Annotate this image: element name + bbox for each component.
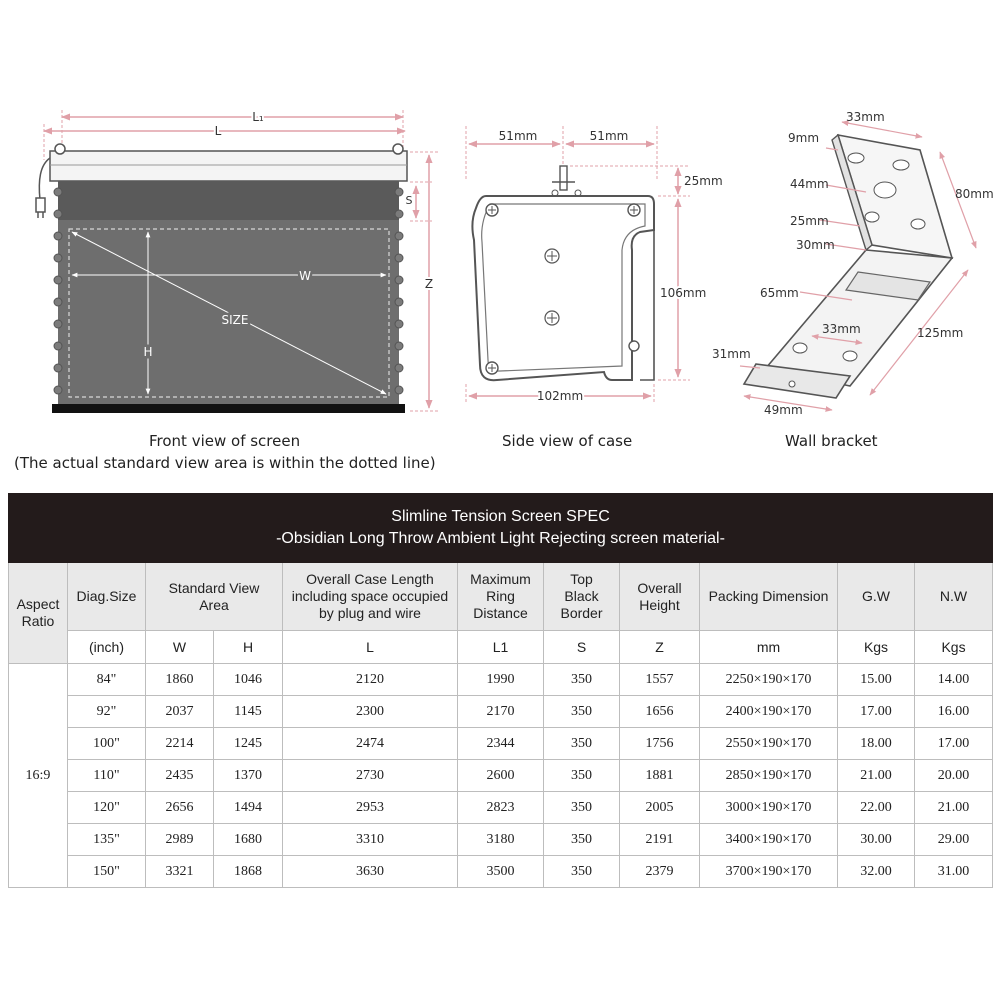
header-aspect-ratio: Aspect Ratio [9, 563, 68, 664]
bracket-dim-30: 30mm [796, 238, 835, 252]
cell-l1: 1990 [458, 664, 544, 696]
bracket-lower-arm [766, 250, 952, 386]
cell-pack: 2850×190×170 [700, 760, 838, 792]
unit-gw: Kgs [838, 631, 915, 664]
cell-diag: 135" [68, 824, 146, 856]
unit-nw: Kgs [915, 631, 993, 664]
cell-l: 2730 [283, 760, 458, 792]
front-label-s: S [405, 194, 413, 207]
bracket-dim-125: 125mm [917, 326, 964, 340]
table-row [9, 696, 993, 728]
cell-l1: 3500 [458, 856, 544, 888]
cell-h: 1494 [214, 792, 283, 824]
bottom-bar [52, 404, 405, 413]
bracket-dim-31: 31mm [712, 347, 751, 361]
header-top-black-border: Top Black Border [544, 563, 620, 631]
cell-l: 3310 [283, 824, 458, 856]
cell-pack: 3700×190×170 [700, 856, 838, 888]
bracket-dim-33-top: 33mm [846, 110, 885, 124]
cell-s: 350 [544, 760, 620, 792]
cell-s: 350 [544, 696, 620, 728]
cell-gw: 18.00 [838, 728, 915, 760]
cell-nw: 20.00 [915, 760, 993, 792]
cell-diag: 110" [68, 760, 146, 792]
front-label-size: SIZE [221, 313, 249, 327]
cell-l: 2300 [283, 696, 458, 728]
table-row [9, 824, 993, 856]
unit-w: W [146, 631, 214, 664]
wall-bracket [712, 110, 994, 417]
side-view [466, 126, 723, 403]
bracket-dim-25: 25mm [790, 214, 829, 228]
cell-nw: 16.00 [915, 696, 993, 728]
cell-s: 350 [544, 824, 620, 856]
cell-gw: 22.00 [838, 792, 915, 824]
cell-pack: 3000×190×170 [700, 792, 838, 824]
cell-z: 2005 [620, 792, 700, 824]
diagram-area [0, 0, 1000, 480]
side-dim-width-102: 102mm [536, 389, 584, 403]
cell-diag: 92" [68, 696, 146, 728]
wall-bracket-caption: Wall bracket [785, 432, 878, 450]
cell-w: 3321 [146, 856, 214, 888]
side-dim-left-51: 51mm [498, 129, 538, 143]
side-dim-top-25: 25mm [684, 174, 723, 188]
cell-w: 2435 [146, 760, 214, 792]
cell-h: 1245 [214, 728, 283, 760]
bracket-dim-33-mid: 33mm [822, 322, 861, 336]
cell-l: 3630 [283, 856, 458, 888]
bracket-dim-80: 80mm [955, 187, 994, 201]
front-label-l1: L₁ [252, 110, 264, 124]
cell-nw: 21.00 [915, 792, 993, 824]
spec-title: Slimline Tension Screen SPEC [391, 508, 610, 525]
cell-gw: 21.00 [838, 760, 915, 792]
screen-surface [58, 220, 399, 404]
spec-subtitle: -Obsidian Long Throw Ambient Light Rejecting screen material- [276, 530, 725, 547]
front-view-caption-note: (The actual standard view area is within the dotted line) [14, 454, 436, 472]
cell-z: 2379 [620, 856, 700, 888]
cell-l1: 2600 [458, 760, 544, 792]
unit-z: Z [620, 631, 700, 664]
header-diag-size: Diag.Size [68, 563, 146, 631]
table-row [9, 728, 993, 760]
cell-s: 350 [544, 664, 620, 696]
side-dim-height-106: 106mm [660, 286, 707, 300]
table-row [9, 792, 993, 824]
cell-l: 2120 [283, 664, 458, 696]
cell-l1: 3180 [458, 824, 544, 856]
cell-l1: 2823 [458, 792, 544, 824]
cell-h: 1145 [214, 696, 283, 728]
diagram-svg [0, 0, 1000, 480]
spec-table [8, 493, 993, 888]
header-gw: G.W [838, 563, 915, 631]
header-standard-view-area: Standard View Area [146, 563, 283, 631]
cell-nw: 29.00 [915, 824, 993, 856]
bracket-dim-49: 49mm [764, 403, 803, 417]
cell-diag: 150" [68, 856, 146, 888]
aspect-ratio-cell: 16:9 [9, 664, 68, 888]
front-label-z: Z [424, 277, 434, 291]
cell-pack: 2400×190×170 [700, 696, 838, 728]
cell-h: 1046 [214, 664, 283, 696]
screen-case [50, 151, 407, 181]
header-overall-height: Overall Height [620, 563, 700, 631]
cell-w: 2989 [146, 824, 214, 856]
spec-title-cell [9, 494, 993, 563]
plug-wire [39, 158, 50, 200]
cell-gw: 15.00 [838, 664, 915, 696]
cell-w: 2214 [146, 728, 214, 760]
cell-s: 350 [544, 728, 620, 760]
cell-l: 2953 [283, 792, 458, 824]
cell-l1: 2170 [458, 696, 544, 728]
cell-pack: 3400×190×170 [700, 824, 838, 856]
header-max-ring-distance: Maximum Ring Distance [458, 563, 544, 631]
cell-w: 1860 [146, 664, 214, 696]
front-view-caption: Front view of screen [149, 432, 301, 450]
cell-l1: 2344 [458, 728, 544, 760]
cell-w: 2656 [146, 792, 214, 824]
side-dim-right-51: 51mm [589, 129, 629, 143]
cell-z: 1656 [620, 696, 700, 728]
cell-gw: 17.00 [838, 696, 915, 728]
cell-diag: 100" [68, 728, 146, 760]
table-row [9, 760, 993, 792]
cell-s: 350 [544, 856, 620, 888]
bracket-dim-9: 9mm [788, 131, 820, 145]
header-packing-dimension: Packing Dimension [700, 563, 838, 631]
cell-w: 2037 [146, 696, 214, 728]
cell-s: 350 [544, 792, 620, 824]
cell-pack: 2550×190×170 [700, 728, 838, 760]
bracket-dim-44: 44mm [790, 177, 829, 191]
cell-nw: 31.00 [915, 856, 993, 888]
front-label-w: W [299, 269, 311, 283]
side-view-caption: Side view of case [502, 432, 633, 450]
cell-h: 1680 [214, 824, 283, 856]
cell-nw: 17.00 [915, 728, 993, 760]
cell-gw: 30.00 [838, 824, 915, 856]
front-view [36, 110, 440, 413]
header-nw: N.W [915, 563, 993, 631]
unit-l: L [283, 631, 458, 664]
unit-l1: L1 [458, 631, 544, 664]
cell-h: 1868 [214, 856, 283, 888]
cell-diag: 84" [68, 664, 146, 696]
front-label-h: H [143, 345, 153, 359]
table-row [9, 856, 993, 888]
cell-gw: 32.00 [838, 856, 915, 888]
table-row [9, 664, 993, 696]
front-label-l: L [214, 124, 222, 138]
cell-z: 1756 [620, 728, 700, 760]
unit-s: S [544, 631, 620, 664]
cell-z: 1557 [620, 664, 700, 696]
cell-l: 2474 [283, 728, 458, 760]
cell-pack: 2250×190×170 [700, 664, 838, 696]
unit-h: H [214, 631, 283, 664]
cell-z: 1881 [620, 760, 700, 792]
cell-diag: 120" [68, 792, 146, 824]
cell-nw: 14.00 [915, 664, 993, 696]
header-overall-case-length: Overall Case Length including space occupied by plug and wire [283, 563, 458, 631]
case-profile [472, 196, 654, 380]
bracket-dim-65: 65mm [760, 286, 799, 300]
unit-diag: (inch) [68, 631, 146, 664]
unit-mm: mm [700, 631, 838, 664]
cell-h: 1370 [214, 760, 283, 792]
cell-z: 2191 [620, 824, 700, 856]
